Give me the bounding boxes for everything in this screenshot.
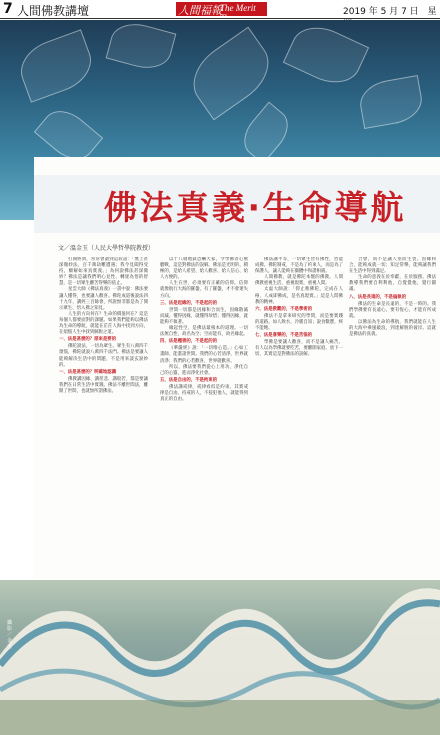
river-illustration (0, 560, 440, 735)
field-area (0, 700, 440, 735)
subheading: 五、法是自由的，不是拘束的 (160, 377, 218, 383)
issue-date: 2019 年 5 月 7 日 星 (343, 7, 437, 17)
paragraph: 佛陀說法，一切為眾生。眾生有八萬四千煩惱，佛陀就說八萬四千法門。佛法是要讓人能夠解決生活中的問題，不是用來談玄說妙的。 (59, 344, 148, 368)
body-column-3 (255, 257, 343, 573)
subheading: 八、法是長遠的，不是偏執的 (349, 294, 407, 300)
paragraph: 《華嚴經》說：「一切唯心造。」心如工畫師，能畫諸世間。我們的心若清淨，世界就清淨；我們的心若歡喜，世界就歡喜。 (160, 346, 248, 364)
subheading: 三、法是起緣的，不是起的的 (160, 300, 218, 306)
paragraph: 緣起性空，是佛法最根本的道理。一切法無自性，故名為空；空而能有，故名緣起。 (160, 326, 248, 338)
paragraph: 以十八層地獄恐嚇大家，令學佛者心驚膽戰，這是對佛法的誤解。佛法是光明的、積極的，是給人希望、給人歡喜、給人信心、給人方便的。 (160, 257, 248, 281)
article-title: 佛法真義‧生命導航 (104, 188, 407, 227)
paragraph: 所以，佛法要我們從心上用功，淨化自己的心靈，進而淨化社會。 (160, 364, 248, 376)
page-header (0, 0, 440, 20)
subheading: 四、法是種善的，不是起的的 (160, 339, 218, 345)
photo-caption: 攝影／ 金玉 (7, 620, 13, 650)
newspaper-logo (176, 2, 267, 16)
paragraph: 佛法的生命是長遠的，不是一時的。我們學佛要有長遠心，要有恆心，才能有所成就。 (349, 301, 436, 319)
paragraph: 人間佛教，就是佛陀本懷的佛教。人間佛教重視生活，重視現實，重視人間。 (255, 275, 343, 287)
paragraph: 打開經典，常常會讀到這段話：「無上甚深微妙法，百千萬劫難遭遇；我今見聞得受持，願解如來真實義。」為何說佛法甚深微妙？佛法是讓我們明心見性、轉迷為悟的智慧，是一切眾生離苦得樂的依止。 (59, 257, 148, 287)
paragraph: 人生在世，必須要有正確的信仰。信仰就像航行大海的羅盤，有了羅盤，才不會迷失方向。 (160, 281, 248, 299)
paragraph: 學佛是要讓人歡喜，而不是讓人痛苦。有人以為學佛就要吃苦，要離開家庭、放下一切，其實這是對佛法的誤解。 (255, 340, 343, 358)
subheading: 六、法是教觀的，不是學術的 (255, 306, 313, 312)
paragraph: 佛法不是拿來研究的學問，而是要實踐的道路。如人飲水，冷暖自知；說食數寶，終不能飽。 (255, 313, 343, 332)
paragraph: 佛法講戒律，戒律看似是約束，其實戒律是自由。持戒的人，不侵犯他人，就能得到真正的自由。 (160, 384, 248, 403)
logo-chinese: 人間福報 (178, 4, 222, 17)
article-byline: 文／溫金玉（人民大學哲學院教授） (58, 245, 155, 252)
paragraph: 生命的意義在於奉獻，在於服務。佛法教導我們要自利利他，自覺覺他，覺行圓滿。 (349, 275, 436, 293)
paragraph: 人生的方向何在？生命的價值何在？這是每個人都要面對的課題。如果我們能夠以佛法為生命的導航，就能在茫茫人海中找到方向，在煩惱人生中找到解脫之道。 (59, 311, 148, 336)
paragraph: 世間一切都是因緣和合而生，因緣散滅而滅。懂得因緣，就懂得珍惜；懂得因緣，就能夠不執著。 (160, 307, 248, 325)
section-title: 人間佛教講壇 (17, 4, 90, 18)
paragraph: 佛法講平等，一切眾生皆有佛性，皆能成佛。佛陀制戒，不是為了約束人，而是為了保護人，讓人能夠在團體中和諧相處。 (255, 257, 343, 275)
paragraph: 以佛法為生命的導航，我們就能在人生的大海中乘風破浪，到達解脫的彼岸。這就是佛法的真義。 (349, 319, 436, 338)
page-number: 7 (3, 1, 13, 17)
subheading: 一、法是甚麼的？明確地認識 (59, 369, 117, 375)
paragraph: 合會，而不是讓人望而生畏。因緣和合，能夠成就一切；知足常樂，能夠讓我們在生活中得到滿足。 (349, 257, 436, 275)
body-column-1 (59, 257, 148, 562)
subheading: 七、法是喜樂的，不是苦惱的 (255, 333, 313, 339)
body-column-2 (160, 257, 248, 562)
paragraph: 佛教講因緣、講慈悲、講般若，都是要讓我們在日常生活中實踐。佛法不離世間法，離開了世間，也就無所謂佛法。 (59, 376, 148, 394)
paragraph: 太虛大師說：「仰止唯佛陀，完成在人格，人成即佛成，是名真現實。」這是人間佛教的精神。 (255, 287, 343, 305)
paragraph: 星雲大師《佛法真義》一書中說：佛法要讓人懂得，也要讓人歡喜。佛陀成道後說法四十九年，講經三百餘會，所說無非都是為了開示眾生、悟入佛之知見。 (59, 287, 148, 311)
body-column-4 (349, 257, 436, 532)
logo-english: The Merit (220, 3, 256, 13)
subheading: 一、法是甚麼的？原來是要的 (59, 337, 117, 343)
header-divider (0, 18, 440, 19)
